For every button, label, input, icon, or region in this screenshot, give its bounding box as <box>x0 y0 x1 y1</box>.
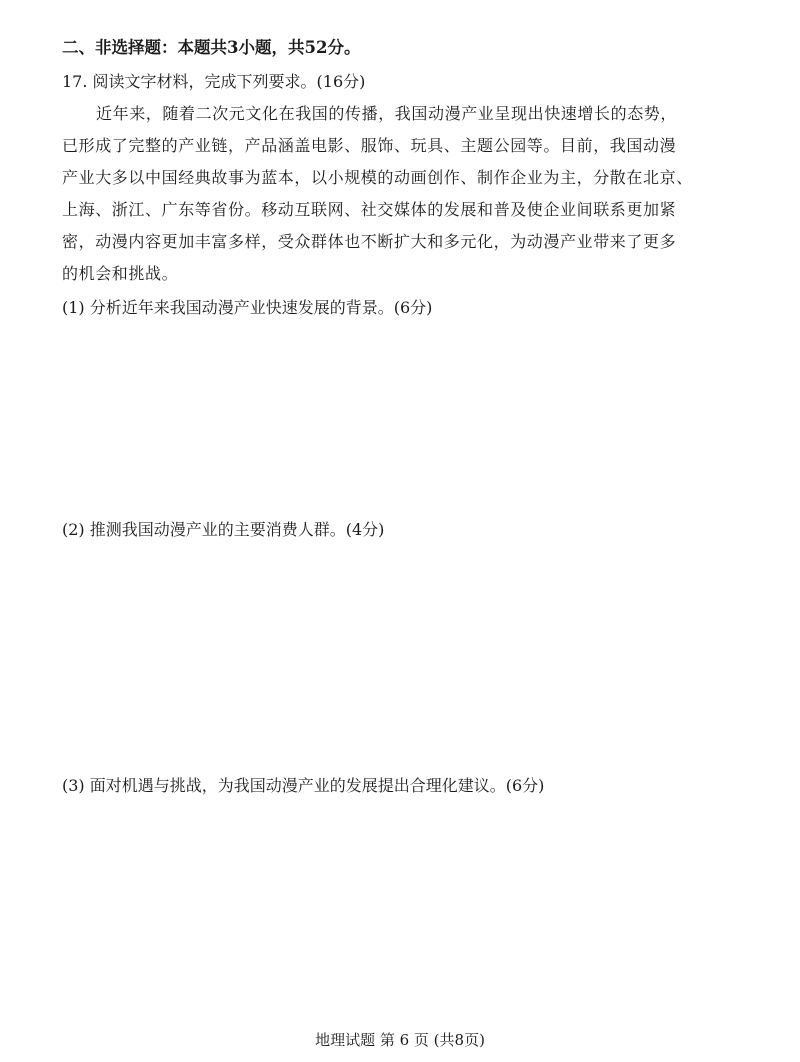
sub-question-3: (3) 面对机遇与挑战，为我国动漫产业的发展提出合理化建议。(6分) <box>62 776 545 795</box>
section-heading: 二、非选择题：本题共3小题，共52分。 <box>62 38 361 57</box>
passage-line: 上海、浙江、广东等省份。移动互联网、社交媒体的发展和普及使企业间联系更加紧 <box>62 200 677 219</box>
passage-line: 近年来，随着二次元文化在我国的传播，我国动漫产业呈现出快速增长的态势， <box>96 104 678 123</box>
answer-area-2[interactable] <box>62 548 742 758</box>
page-footer: 地理试题 第 6 页 (共8页) <box>315 1031 485 1049</box>
passage-line: 产业大多以中国经典故事为蓝本，以小规模的动画创作、制作企业为主，分散在北京、 <box>62 168 693 187</box>
question-title: 17. 阅读文字材料，完成下列要求。(16分) <box>62 72 366 91</box>
passage-line: 的机会和挑战。 <box>62 264 179 283</box>
answer-area-1[interactable] <box>62 326 742 506</box>
sub-question-2: (2) 推测我国动漫产业的主要消费人群。(4分) <box>62 520 385 539</box>
reading-passage <box>62 98 742 290</box>
sub-question-1: (1) 分析近年来我国动漫产业快速发展的背景。(6分) <box>62 298 433 317</box>
passage-line: 密，动漫内容更加丰富多样，受众群体也不断扩大和多元化，为动漫产业带来了更多 <box>62 232 677 251</box>
answer-area-3[interactable] <box>62 804 742 1014</box>
passage-line: 已形成了完整的产业链，产品涵盖电影、服饰、玩具、主题公园等。目前，我国动漫 <box>62 136 677 155</box>
